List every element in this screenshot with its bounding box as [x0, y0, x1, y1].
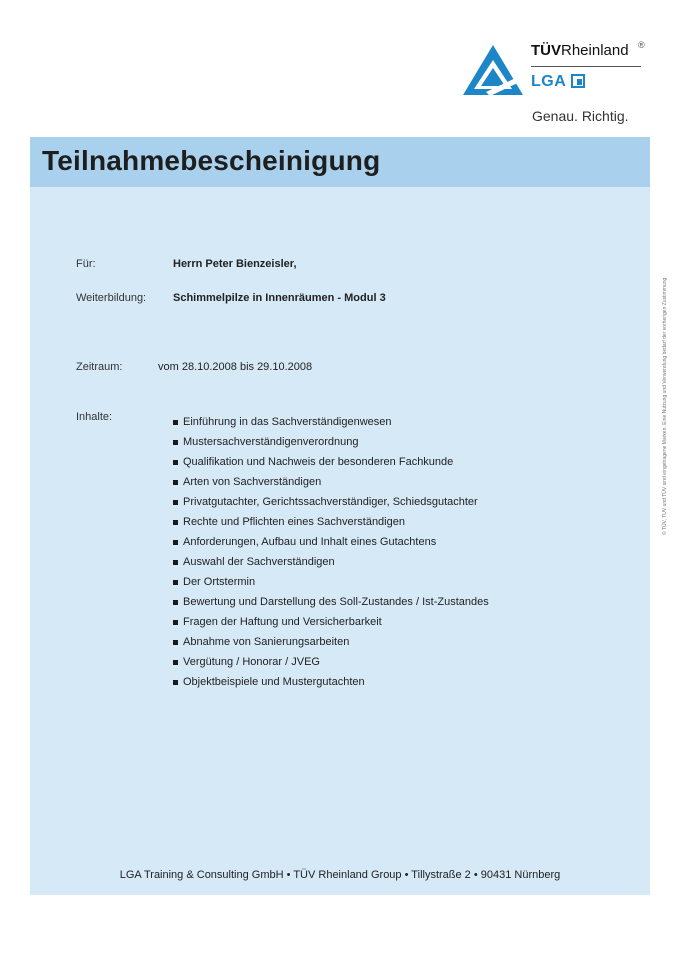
list-item: Objektbeispiele und Mustergutachten — [173, 672, 489, 692]
slogan: Genau. Richtig. — [532, 108, 629, 124]
bullet-icon — [173, 660, 178, 665]
course-period: vom 28.10.2008 bis 29.10.2008 — [158, 361, 313, 373]
footer-address: LGA Training & Consulting GmbH • TÜV Rheinland Group • Tillystraße 2 • 90431 Nürnberg — [119, 869, 561, 881]
bullet-icon — [173, 620, 178, 625]
inhalte-label: Inhalte: — [76, 411, 113, 423]
bullet-icon — [173, 540, 178, 545]
list-item: Vergütung / Honorar / JVEG — [173, 652, 489, 672]
registered-mark: ® — [638, 40, 645, 50]
zeitraum-label: Zeitraum: — [76, 361, 123, 373]
bullet-icon — [173, 640, 178, 645]
weiterbildung-label: Weiterbildung: — [76, 292, 147, 304]
list-item: Privatgutachter, Gerichtssachverständiger, Schiedsgutachter — [173, 492, 489, 512]
fuer-label: Für: — [76, 258, 96, 270]
list-item: Abnahme von Sanierungsarbeiten — [173, 632, 489, 652]
bullet-icon — [173, 580, 178, 585]
side-legal-note: © TÜV, TUV und TÜV sind eingetragene Marken. Eine Nutzung und Verwendung bedarf der vorherigen Zustimmung. — [662, 276, 668, 535]
list-item: Arten von Sachverständigen — [173, 472, 489, 492]
tuv-rheinland-logo — [460, 40, 660, 130]
bullet-icon — [173, 460, 178, 465]
list-item: Rechte und Pflichten eines Sachverständigen — [173, 512, 489, 532]
bullet-icon — [173, 600, 178, 605]
bullet-icon — [173, 480, 178, 485]
course-name: Schimmelpilze in Innenräumen - Modul 3 — [173, 292, 386, 304]
list-item: Auswahl der Sachverständigen — [173, 552, 489, 572]
lga-box-icon — [571, 74, 585, 88]
list-item: Einführung in das Sachverständigenwesen — [173, 412, 489, 432]
bullet-icon — [173, 420, 178, 425]
bullet-icon — [173, 440, 178, 445]
bullet-icon — [173, 560, 178, 565]
bullet-icon — [173, 680, 178, 685]
list-item: Mustersachverständigenverordnung — [173, 432, 489, 452]
certificate-panel — [30, 137, 650, 895]
brand-name: TÜVRheinland — [531, 42, 629, 59]
tuv-triangle-icon — [460, 42, 526, 98]
list-item: Anforderungen, Aufbau und Inhalt eines Gutachtens — [173, 532, 489, 552]
participant-name: Herrn Peter Bienzeisler, — [173, 258, 297, 270]
list-item: Der Ortstermin — [173, 572, 489, 592]
bullet-icon — [173, 500, 178, 505]
list-item: Fragen der Haftung und Versicherbarkeit — [173, 612, 489, 632]
bullet-icon — [173, 520, 178, 525]
topics-list — [173, 412, 489, 692]
list-item: Bewertung und Darstellung des Soll-Zustandes / Ist-Zustandes — [173, 592, 489, 612]
lga-wordmark: LGA — [531, 73, 567, 90]
title-band — [30, 137, 650, 187]
list-item: Qualifikation und Nachweis der besonderen Fachkunde — [173, 452, 489, 472]
certificate-title: Teilnahmebescheinigung — [42, 145, 381, 176]
brand-divider — [531, 66, 641, 67]
